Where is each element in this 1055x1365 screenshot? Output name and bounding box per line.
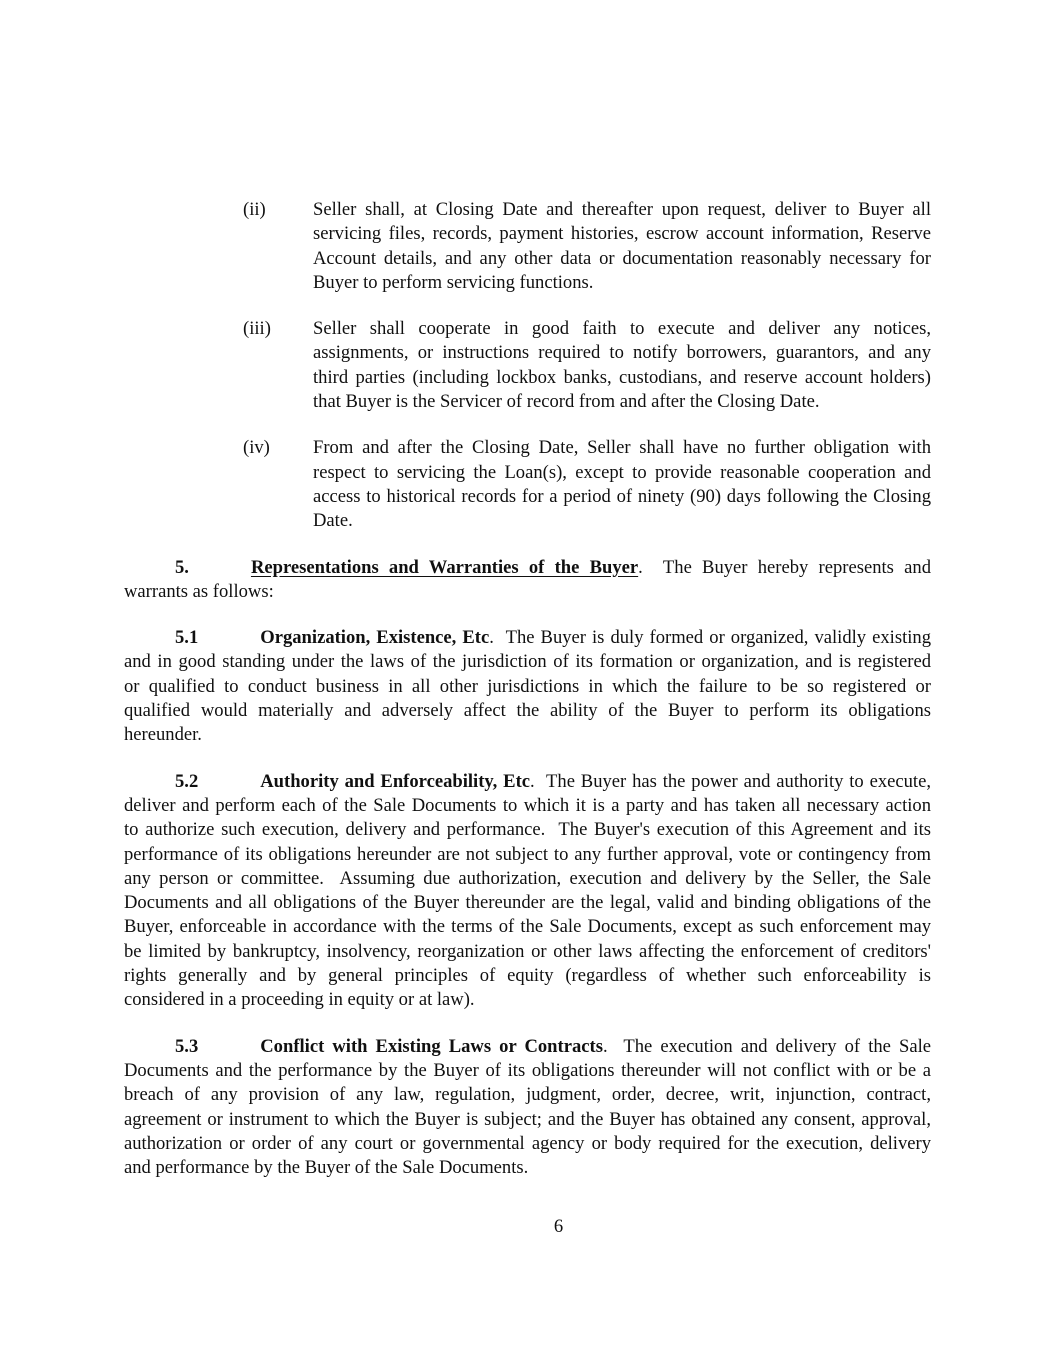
text-line: Seller shall cooperate in good faith to execute and deliver any notices, (313, 318, 931, 340)
subparagraph-iii-marker: (iii) (243, 318, 271, 340)
section-5-1 (124, 626, 931, 747)
text-line: servicing files, records, payment histories, escrow account information, Reserve (313, 223, 931, 245)
subparagraph-iv-marker: (iv) (243, 437, 270, 459)
text-line: Buyer to perform servicing functions. (313, 271, 594, 293)
text-line (124, 626, 931, 650)
text-line: Date. (313, 510, 353, 532)
section-5-text: . The Buyer hereby represents and (638, 556, 931, 578)
text-line: performance of its obligations hereunder are not subject to any further approval, vote or contingency from (124, 843, 931, 865)
section-5-1-text: . The Buyer is duly formed or organized, validly existing (489, 627, 931, 649)
text-line: be limited by bankruptcy, insolvency, reorganization or other laws affecting the enforcement of creditors' (124, 940, 931, 962)
subparagraph-iv (243, 436, 931, 533)
text-line: rights generally and by general principles of equity (regardless of whether such enforceability is (124, 965, 931, 987)
section-5-1-heading: Organization, Existence, Etc (260, 627, 490, 649)
text-line: agreement or instrument to which the Buyer is subject; and the Buyer has obtained any consent, approval, (124, 1108, 931, 1130)
section-5-2-number: 5.2 (175, 770, 199, 792)
text-line: or qualified to conduct business in all other jurisdictions in which the failure to be so registered or (124, 675, 931, 697)
text-line: considered in a proceeding in equity or at law). (124, 989, 475, 1011)
page-number: 6 (553, 1216, 564, 1237)
text-line: qualified would materially and adversely affect the ability of the Buyer to perform its obligations (124, 700, 931, 722)
section-5-3 (124, 1035, 931, 1181)
text-line (124, 770, 931, 794)
text-line (124, 556, 931, 580)
text-line: Documents and the performance by the Buyer of its obligations thereunder will not conflict with or be a (124, 1059, 931, 1081)
text-line: third parties (including lockbox banks, custodians, and reserve account holders) (313, 366, 931, 388)
text-line: hereunder. (124, 724, 202, 746)
text-line: assignments, or instructions required to notify borrowers, guarantors, and any (313, 342, 931, 364)
section-5-2-text: . The Buyer has the power and authority to execute, (530, 770, 931, 792)
text-line: From and after the Closing Date, Seller shall have no further obligation with (313, 437, 931, 459)
text-line: Buyer, enforceable in accordance with the terms of the Sale Documents, except as such enforcement may (124, 916, 931, 938)
section-5-1-number: 5.1 (175, 627, 199, 649)
text-line: to authorize such execution, delivery and performance. The Buyer's execution of this Agreement and its (124, 819, 931, 841)
section-5 (124, 556, 931, 605)
section-5-2 (124, 770, 931, 1013)
section-5-3-number: 5.3 (175, 1035, 199, 1057)
subparagraph-iii (243, 317, 931, 414)
text-line (124, 1035, 931, 1059)
text-line: any person or committee. Assuming due authorization, execution and delivery by the Seller, the Sale (124, 867, 931, 889)
text-line: authorization or order of any court or governmental agency or body required for the execution, delivery (124, 1132, 931, 1154)
text-line: Seller shall, at Closing Date and thereafter upon request, deliver to Buyer all (313, 199, 931, 220)
text-line: Documents and all obligations of the Buyer thereunder are the legal, valid and binding obligations of the (124, 892, 931, 914)
subparagraph-ii (243, 198, 931, 295)
text-line: access to historical records for a period of ninety (90) days following the Closing (313, 485, 931, 507)
section-5-number: 5. (175, 556, 189, 578)
text-line: that Buyer is the Servicer of record from and after the Closing Date. (313, 391, 820, 413)
text-line: Account details, and any other data or documentation reasonably necessary for (313, 247, 931, 269)
text-line: breach of any provision of any law, regulation, judgment, order, decree, writ, injunction, contract, (124, 1084, 931, 1106)
text-line: warrants as follows: (124, 580, 274, 602)
section-5-3-heading: Conflict with Existing Laws or Contracts (260, 1035, 603, 1057)
subparagraph-ii-marker: (ii) (243, 199, 266, 220)
text-line: and in good standing under the laws of the jurisdiction of its formation or organization, and is registered (124, 651, 931, 673)
section-5-heading: Representations and Warranties of the Buyer (250, 556, 639, 578)
text-line: and performance by the Buyer of the Sale Documents. (124, 1157, 529, 1179)
text-line: respect to servicing the Loan(s), except to provide reasonable cooperation and (313, 461, 931, 483)
text-line: deliver and perform each of the Sale Documents to which it is a party and has taken all necessary action (124, 794, 931, 816)
section-5-3-text: . The execution and delivery of the Sale (602, 1035, 931, 1057)
section-5-2-heading: Authority and Enforceability, Etc (260, 770, 531, 792)
